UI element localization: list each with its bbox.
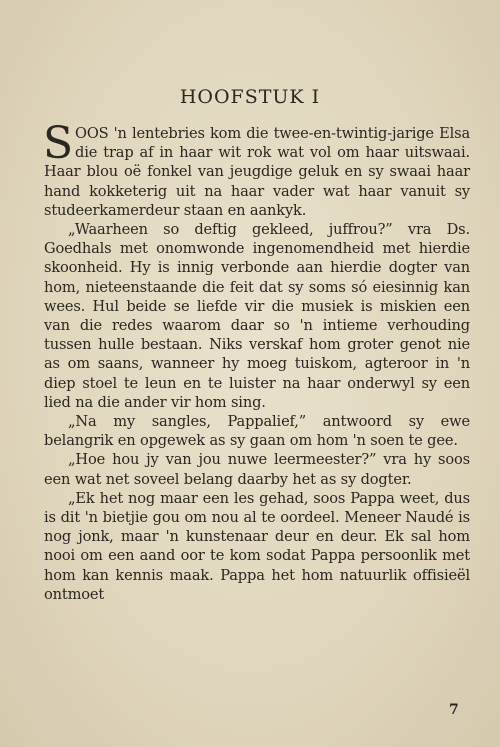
paragraph: „Waarheen so deftig gekleed, juffrou?” vra Ds. Goedhals met onomwonde ingenomendheid met hierdie skoonheid. Hy is innig verbonde aan hierdie dogter van hom, nieteenstaande die feit dat sy soms só eiesinnig kan wees. Hul beide se liefde vir die musiek is miskien een van die redes waarom daar so 'n intieme verhouding tussen hulle bestaan. Niks verskaf hom groter genot nie as om saans, wanneer hy moeg tuiskom, agteroor in 'n diep stoel te leun en te luister na haar onderwyl sy een lied na die ander vir hom sing. xyxy=(44,221,470,411)
opening-text: OOS 'n lentebries kom die twee-en-twintig-jarige Elsa die trap af in haar wit rok wat vol om haar uitswaai. Haar blou oë fonkel van jeugdige geluk en sy swaai haar hand kokketerig uit na haar vader wat haar vanuit sy studeerkamerdeur staan en aankyk. xyxy=(44,125,470,219)
chapter-body xyxy=(43,118,470,604)
paragraph: „Ek het nog maar een les gehad, soos Pappa weet, dus is dit 'n bietjie gou om nou al te oordeel. Meneer Naudé is nog jonk, maar 'n kunstenaar deur en deur. Ek sal hom nooi om een aand oor te kom sodat Pappa persoonlik met hom kan kennis maak. Pappa het hom natuurlik offisieël ontmoet xyxy=(44,489,470,603)
page-number: 7 xyxy=(449,702,459,718)
chapter-title: HOOFSTUK I xyxy=(179,86,321,108)
opening-paragraph xyxy=(43,118,470,220)
drop-cap: S xyxy=(43,118,73,169)
paragraph: „Na my sangles, Pappalief,” antwoord sy ewe belangrik en opgewek as sy gaan om hom 'n soen te gee. xyxy=(44,413,470,450)
paragraph: „Hoe hou jy van jou nuwe leermeester?” vra hy soos een wat net soveel belang daarby het as sy dogter. xyxy=(44,451,470,488)
